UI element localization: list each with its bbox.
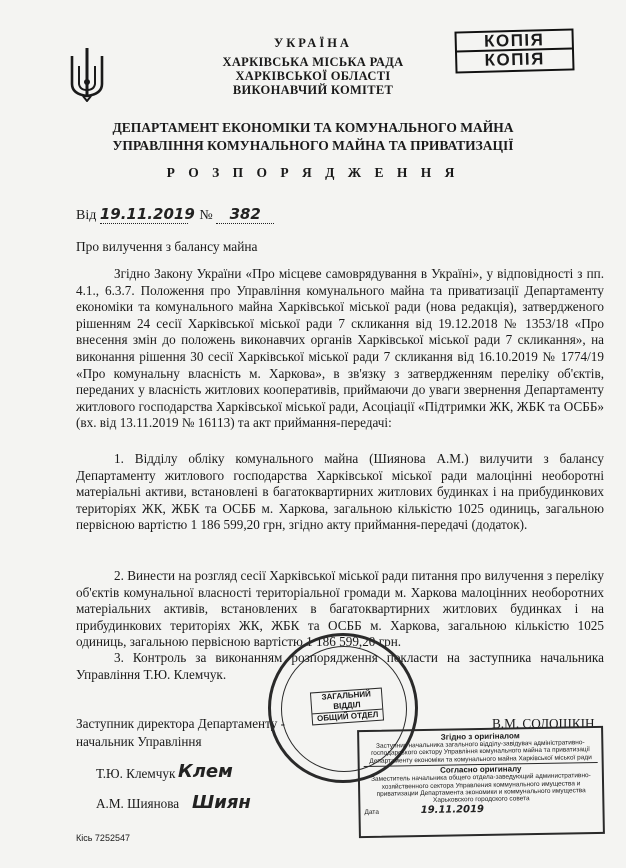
certification-text-1: Заступник начальника загального відділу-завідувач адміністративно-господарського сектору Управління комунального майна та приватизації Департаменту економіки та комунального майна Харківської міської ради	[363, 739, 597, 767]
certification-stamp	[357, 726, 605, 838]
copy-stamp	[454, 28, 574, 73]
country-name: УКРАЇНА	[274, 36, 352, 50]
approver-1-signature: Клем	[178, 761, 233, 782]
council-line-2: ХАРКІВСЬКОЇ ОБЛАСТІ	[235, 69, 391, 83]
certification-text-2: Заместитель начальника общего отдела-заведующий административно-хозяйственного сектора Управления коммунального имущества и приватизации Департамента экономики и коммунального имущества Харьковского городского совета	[370, 772, 591, 805]
approver-2-name: А.М. Шиянова	[96, 796, 180, 811]
copy-stamp-line-1: КОПІЯ	[457, 31, 572, 53]
council-line-3: ВИКОНАВЧИЙ КОМІТЕТ	[232, 83, 394, 97]
document-title: Р О З П О Р Я Д Ж Е Н Н Я	[166, 165, 460, 180]
document-subject: Про вилучення з балансу майна	[76, 239, 258, 254]
copies-note: Кісь 7252547	[76, 833, 130, 843]
signer-name: В.М. СОЛОШКІН	[492, 716, 595, 731]
item-1-paragraph: 1. Відділу обліку комунального майна (Шиянова А.М.) вилучити з балансу Департаменту житлового господарства Харківської міської ради малоцінні необоротні матеріальні активи, встановлені в багатоквартирних житлових будинках і на прибудинкових територіях ЖК, ЖБК та ОСББ м. Харкова, загальною кількістю 1025 одиниць, загальною первісною вартістю 1 186 599,20 грн, згідно акту приймання-передачі (додаток).	[76, 451, 604, 533]
department-name: ДЕПАРТАМЕНТ ЕКОНОМІКИ ТА КОМУНАЛЬНОГО МАЙНА	[112, 120, 514, 135]
item-3-paragraph: 3. Контроль за виконанням розпорядження покласти на заступника начальника Управління Т.Ю. Клемчук.	[76, 650, 604, 682]
signer-position-line-1: Заступник директора Департаменту -	[76, 716, 285, 731]
certification-heading-2: Согласно оригиналу	[440, 764, 522, 775]
approver-2-signature: Шиян	[192, 792, 251, 813]
round-stamp-line-3: ОБЩИЙ ОТДЕЛ	[312, 709, 383, 725]
number-label: №	[199, 208, 213, 223]
document-number: 382	[216, 205, 274, 224]
directorate-name: УПРАВЛІННЯ КОМУНАЛЬНОГО МАЙНА ТА ПРИВАТИЗАЦІЇ	[112, 138, 514, 153]
date-from-label: Від	[76, 208, 97, 223]
signer-position-line-2: начальник Управління	[76, 734, 202, 749]
round-stamp-line-1: ЗАГАЛЬНИЙ	[321, 689, 372, 702]
approver-1-name: Т.Ю. Клемчук	[96, 766, 176, 781]
certification-date-label: Дата	[364, 808, 379, 816]
date-row	[76, 205, 274, 224]
certification-heading-1: Згідно з оригіналом	[440, 731, 520, 742]
round-stamp-line-2: ВІДДІЛ	[333, 700, 361, 711]
certification-date-value: 19.11.2019	[420, 803, 485, 816]
copy-stamp-line-2: КОПІЯ	[484, 49, 546, 70]
council-line-1: ХАРКІВСЬКА МІСЬКА РАДА	[222, 55, 404, 69]
item-2-paragraph: 2. Винести на розгляд сесії Харківської міської ради питання про вилучення з переліку об'єктів комунальної власності територіальної громади м. Харкова малоцінних необоротних матеріальних активів, встановлених в багатоквартирних житлових будинках і на прибудинкових територіях ЖК, ЖБК та ОСББ м. Харкова, загальною кількістю 1025 одиниць, загальною первісною вартістю 1 186 599,20 грн.	[76, 568, 604, 650]
preamble-paragraph: Згідно Закону України «Про місцеве самоврядування в Україні», у відповідності з пп. 4.1., 6.3.7. Положення про Управління комунального майна та приватизації Департаменту економіки та комунального майна Харківської міської ради (нова редакція), затвердженого рішенням 24 сесії Харківської міської ради 7 скликання від 19.12.2018 № 1353/18 «Про внесення змін до положень виконавчих органів Харківської міської ради 7 скликання», на виконання рішення 30 сесії Харківської міської ради 7 скликання від 16.10.2019 № 1774/19 «Про комунальну власність м. Харкова», в зв'язку з затвердженням переліку об'єктів, переданих у власність житлових кооперативів, приймаючи до уваги звернення Департаменту житлового господарства Харківської міської ради, Асоціації «Підтримки ЖК, ЖБК та ОСББ» (вх. від 13.11.2019 № 16113) та акт приймання-передачі:	[76, 266, 604, 431]
document-date: 19.11.2019	[99, 205, 195, 223]
